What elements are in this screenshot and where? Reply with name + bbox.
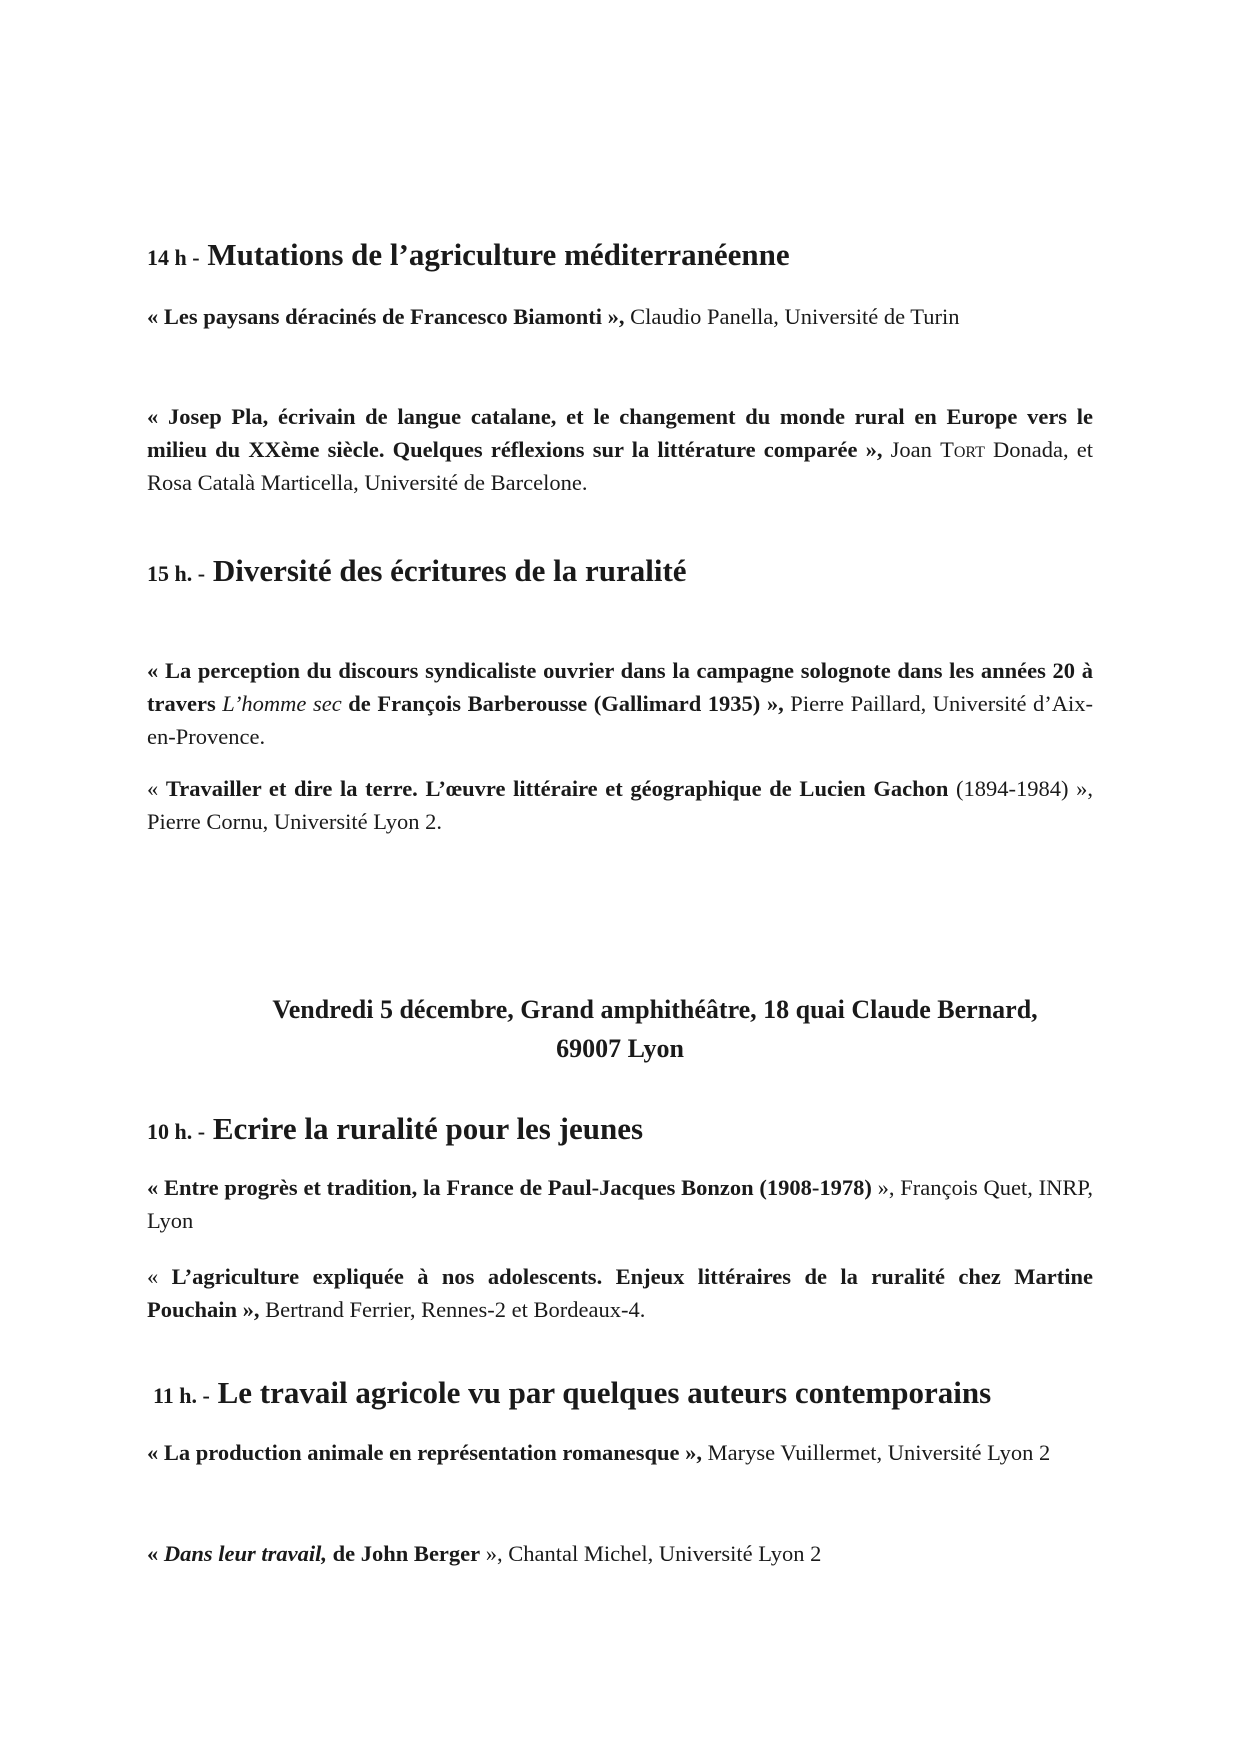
book-title: Dans leur travail,: [163, 1541, 328, 1566]
session-title: Ecrire la ruralité pour les jeunes: [212, 1111, 644, 1146]
session-heading: [147, 552, 1093, 593]
talk-authors: Joan: [882, 437, 941, 462]
session-time: 11 h. -: [153, 1383, 210, 1408]
talk-title: Josep Pla, écrivain de langue catalane, et le changement du monde rural en Europe vers le milieu du XXème siècle. Quelques réflexions sur la littérature comparée: [147, 404, 1093, 462]
talk-author-surname: Tort: [940, 437, 985, 462]
talk-title: L’agriculture expliquée à nos adolescents. Enjeux littéraires de la ruralité chez Martine Pouchain: [147, 1264, 1093, 1322]
talk-title: Entre progrès et tradition, la France de Paul-Jacques Bonzon (1908-1978): [164, 1175, 872, 1200]
talk-entry: [147, 400, 1093, 499]
talk-entry: [147, 1537, 1093, 1570]
talk-authors: Pierre Paillard, Université d’Aix-en-Provence.: [147, 691, 1094, 749]
talk-authors: Chantal Michel, Université Lyon 2: [502, 1541, 822, 1566]
quote-open: «: [147, 1264, 172, 1289]
talk-entry: [147, 654, 1093, 753]
quote-open: «: [147, 1440, 164, 1465]
talk-title: La perception du discours syndicaliste ouvrier dans la campagne solognote dans les années 20 à travers: [147, 658, 1093, 716]
quote-close: »,: [760, 691, 784, 716]
session-title: Diversité des écritures de la ruralité: [212, 553, 687, 588]
talk-title: Les paysans déracinés de Francesco Biamonti: [163, 304, 602, 329]
session-time: 15 h. -: [147, 561, 206, 586]
book-title: L’homme sec: [222, 691, 342, 716]
quote-close: »,: [480, 1541, 503, 1566]
quote-open: «: [147, 776, 166, 801]
quote-close: (1894-1984) »,: [948, 776, 1093, 801]
quote-open: «: [147, 658, 165, 683]
venue-heading: [147, 990, 1093, 1068]
session-time: 14 h -: [147, 245, 200, 270]
session-title: Le travail agricole vu par quelques auteurs contemporains: [217, 1375, 992, 1410]
talk-entry: [147, 300, 1093, 333]
talk-entry: [147, 1260, 1093, 1326]
session-time: 10 h. -: [147, 1119, 206, 1144]
quote-open: «: [147, 304, 164, 329]
talk-authors: Maryse Vuillermet, Université Lyon 2: [702, 1440, 1051, 1465]
session-heading: [147, 1110, 1093, 1151]
quote-close: »,: [602, 304, 625, 329]
talk-authors: Pierre Cornu, Université Lyon 2.: [147, 809, 442, 834]
quote-open: «: [147, 1541, 164, 1566]
talk-entry: [147, 1171, 1093, 1237]
quote-open: «: [147, 1175, 165, 1200]
venue-line-2: 69007 Lyon: [556, 1034, 684, 1063]
talk-authors: Claudio Panella, Université de Turin: [624, 304, 960, 329]
venue-line-1: Vendredi 5 décembre, Grand amphithéâtre, 18 quai Claude Bernard,: [272, 995, 1038, 1024]
talk-authors: François Quet, INRP, Lyon: [147, 1175, 1094, 1233]
talk-authors: Bertrand Ferrier, Rennes-2 et Bordeaux-4.: [259, 1297, 646, 1322]
quote-close: »,: [871, 1175, 895, 1200]
quote-close: »,: [237, 1297, 260, 1322]
session-title: Mutations de l’agriculture méditerranéenne: [207, 237, 790, 272]
quote-close: »,: [857, 437, 883, 462]
talk-title: de John Berger: [327, 1541, 481, 1566]
talk-title: Travailler et dire la terre. L’œuvre littéraire et géographique de Lucien Gachon: [165, 776, 949, 801]
quote-open: «: [147, 404, 168, 429]
talk-authors: Donada, et Rosa Català Marticella, Université de Barcelone.: [147, 437, 1094, 495]
session-heading: [153, 1374, 1099, 1415]
talk-entry: [147, 772, 1093, 838]
talk-entry: [147, 1436, 1093, 1469]
talk-title: de François Barberousse (Gallimard 1935): [341, 691, 761, 716]
quote-close: »,: [679, 1440, 703, 1465]
talk-title: La production animale en représentation romanesque: [163, 1440, 680, 1465]
session-heading: [147, 236, 1093, 277]
